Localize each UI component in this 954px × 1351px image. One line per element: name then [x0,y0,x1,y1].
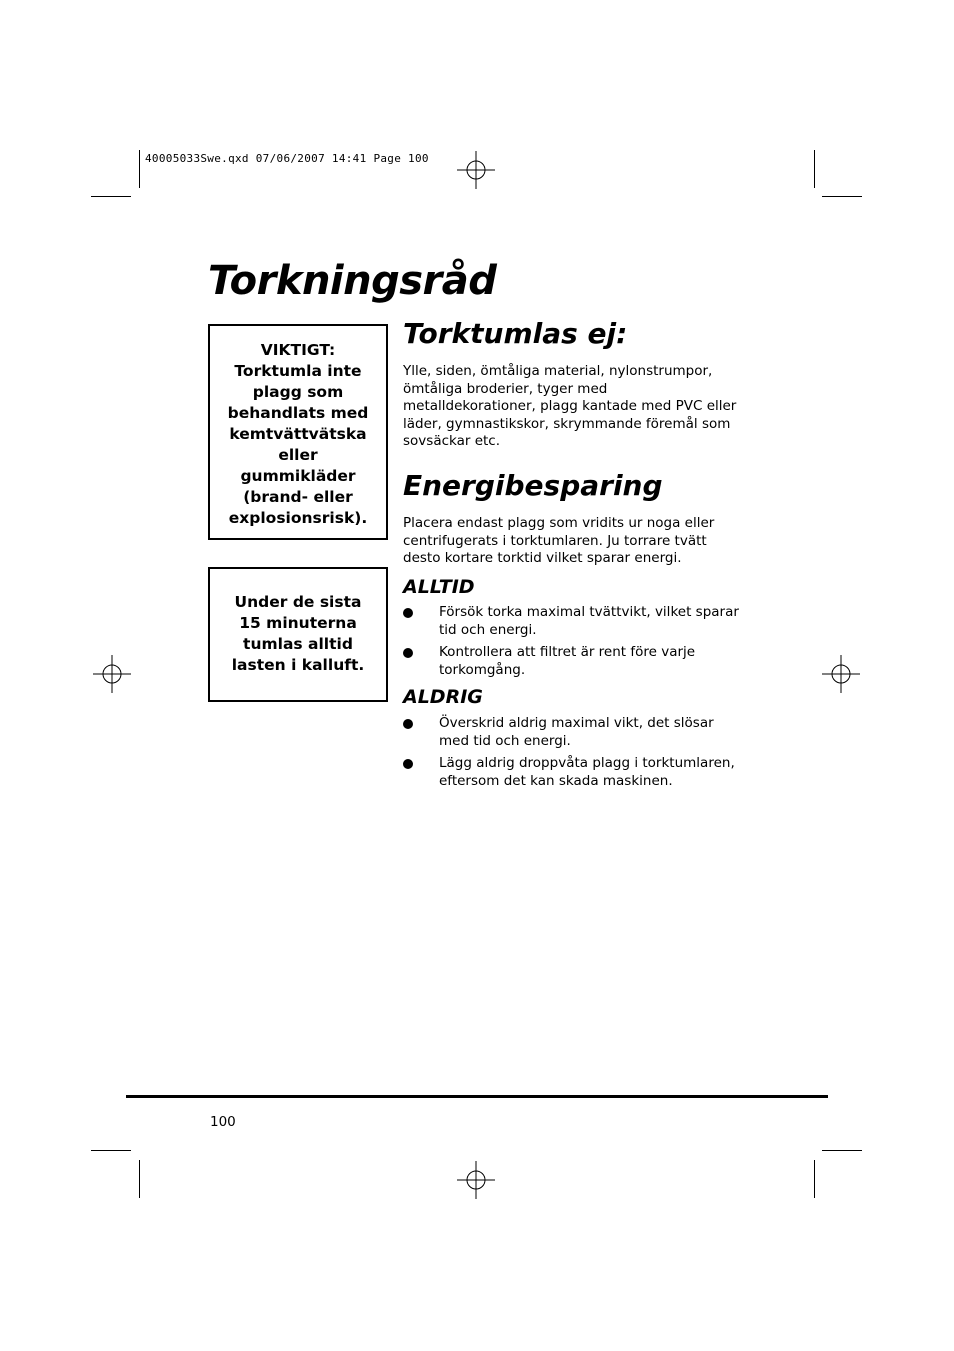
crop-mark [91,196,131,197]
warning-box-text [210,326,386,529]
text-line: eftersom det kan skada maskinen. [439,772,673,789]
info-line: lasten i kalluft. [231,656,365,674]
crop-mark [91,1150,131,1151]
list-item [403,755,753,790]
info-line: tumlas alltid [243,635,353,653]
text-line: Kontrollera att filtret är rent före varje [439,644,696,660]
text-line: desto kortare torktid vilket sparar energi. [403,550,682,566]
no-tumble-paragraph [403,363,753,451]
text-line: Överskrid aldrig maximal vikt, det slösar [439,715,714,731]
warning-line: kemtvättvätska [229,425,367,443]
always-list [403,604,753,684]
warning-line: (brand- eller [243,488,353,506]
registration-mark-icon [457,151,495,189]
registration-mark-icon [457,1161,495,1199]
page-number: 100 [210,1114,236,1130]
text-line: torkomgång. [439,661,526,678]
warning-line: eller [278,446,318,464]
bullet-icon [403,759,413,769]
page-title: Torkningsråd [208,258,497,304]
info-line: 15 minuterna [239,614,357,632]
text-line: metalldekorationer, plagg kantade med PVC eller [403,398,737,414]
crop-mark [822,1150,862,1151]
text-line: centrifugerats i torktumlaren. Ju torrare tvätt [403,532,707,549]
text-line: läder, gymnastikskor, skrymmande föremål som [403,415,731,432]
print-slug: 40005033Swe.qxd 07/06/2007 14:41 Page 100 [145,152,429,165]
list-item [403,644,753,679]
heading-energy-saving: Energibesparing [403,469,663,502]
heading-always: ALLTID [403,576,475,598]
warning-line: plagg som [252,383,344,401]
warning-line: behandlats med [227,404,369,422]
bullet-icon [403,608,413,618]
footer-rule [126,1095,828,1098]
info-line: Under de sista [234,593,362,611]
bullet-icon [403,648,413,658]
info-box-text [210,569,386,676]
bullet-icon [403,719,413,729]
warning-line: explosionsrisk). [228,509,368,527]
warning-box [208,324,388,540]
warning-line: gummikläder [240,467,356,485]
list-item [403,604,753,639]
text-line: Ylle, siden, ömtåliga material, nylonstrumpor, [403,363,713,379]
heading-never: ALDRIG [403,686,483,708]
list-item [403,715,753,750]
crop-mark [139,150,140,188]
never-list [403,715,753,795]
crop-mark [814,150,815,188]
text-line: Placera endast plagg som vridits ur noga eller [403,515,715,531]
registration-mark-icon [822,655,860,693]
warning-line: VIKTIGT: [260,341,336,359]
text-line: Lägg aldrig droppvåta plagg i torktumlaren, [439,755,735,771]
crop-mark [814,1160,815,1198]
crop-mark [139,1160,140,1198]
text-line: Försök torka maximal tvättvikt, vilket sparar [439,604,739,620]
text-line: ömtåliga broderier, tyger med [403,380,608,397]
warning-line: Torktumla inte [234,362,362,380]
crop-mark [822,196,862,197]
text-line: med tid och energi. [439,732,571,749]
info-box [208,567,388,702]
energy-paragraph [403,515,753,568]
text-line: sovsäckar etc. [403,433,501,449]
registration-mark-icon [93,655,131,693]
text-line: tid och energi. [439,621,537,638]
heading-no-tumble: Torktumlas ej: [403,317,628,350]
